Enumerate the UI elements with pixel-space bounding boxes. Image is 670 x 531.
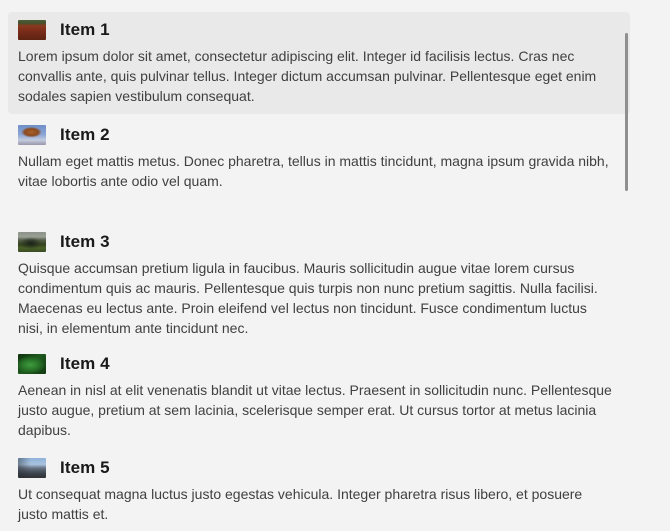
item-header	[18, 20, 620, 40]
item-header	[18, 354, 620, 374]
item-header	[18, 232, 620, 252]
item-title: Item 4	[60, 354, 110, 373]
list-item-3[interactable]	[8, 224, 630, 346]
list-item-1[interactable]	[8, 12, 630, 114]
green-foliage-thumbnail-image	[18, 354, 46, 374]
vertical-scrollbar[interactable]	[622, 0, 632, 531]
item-header	[18, 125, 620, 145]
item-description: Lorem ipsum dolor sit amet, consectetur adipiscing elit. Integer id facilisis lectus. Cras nec convallis ante, quis pulvinar tellus. Integer dictum accumsan pulvinar. Pellentesque eget enim sodales sapien vestibulum consequat.	[18, 48, 597, 104]
item-header	[18, 458, 620, 478]
item-title: Item 3	[60, 232, 110, 251]
item-title: Item 5	[60, 458, 110, 477]
scrollbar-thumb[interactable]	[625, 33, 628, 191]
item-description: Nullam eget mattis metus. Donec pharetra, tellus in mattis tincidunt, magna ipsum gravida nibh, vitae lobortis ante odio vel quam.	[18, 153, 609, 189]
bicycles-meadow-thumbnail-image	[18, 232, 46, 252]
carousel-ride-thumbnail-image	[18, 125, 46, 145]
poppy-field-thumbnail-image	[18, 20, 46, 40]
list-item-2[interactable]	[8, 117, 630, 199]
item-title: Item 2	[60, 125, 110, 144]
item-description: Ut consequat magna luctus justo egestas vehicula. Integer pharetra risus libero, et posuere justo mattis et.	[18, 486, 583, 522]
item-description: Aenean in nisl at elit venenatis blandit ut vitae lectus. Praesent in sollicitudin nunc. Pellentesque justo augue, pretium at sem lacinia, scelerisque semper erat. Ut cursus tortor at metus lacinia dapibus.	[18, 382, 612, 438]
list-item-5[interactable]	[8, 450, 630, 531]
harbor-skyline-thumbnail-image	[18, 458, 46, 478]
item-title: Item 1	[60, 20, 110, 39]
list-item-4[interactable]	[8, 346, 630, 448]
item-description: Quisque accumsan pretium ligula in faucibus. Mauris sollicitudin augue vitae lorem cursus condimentum quis ac mauris. Pellentesque quis turpis non nunc pretium sagittis. Nulla facilisi. Maecenas eu lectus ante. Proin eleifend vel lectus non tincidunt. Fusce condimentum luctus nisi, in elementum ante tincidunt nec.	[18, 260, 598, 336]
